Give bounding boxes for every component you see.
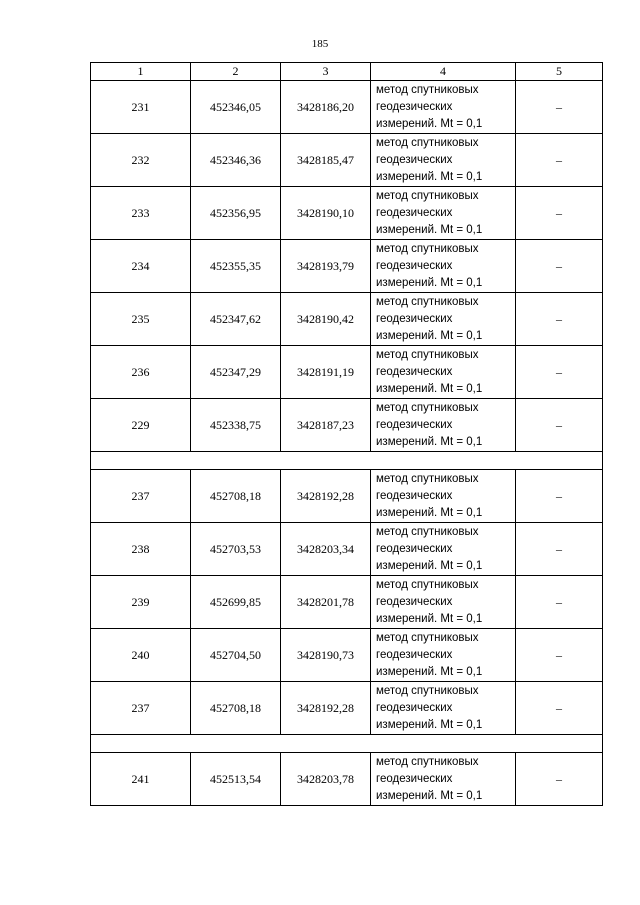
header-cell-2: 2 <box>191 63 281 81</box>
method-line: геодезических <box>376 153 453 166</box>
method-description <box>371 470 516 523</box>
separator-row <box>91 452 603 470</box>
method-description <box>371 523 516 576</box>
point-number: 239 <box>91 576 191 629</box>
point-number: 237 <box>91 470 191 523</box>
note-dash: – <box>516 682 603 735</box>
method-line: геодезических <box>376 100 453 113</box>
note-dash: – <box>516 187 603 240</box>
method-line: геодезических <box>376 701 453 714</box>
coordinate-x: 452708,18 <box>191 682 281 735</box>
coordinate-x: 452699,85 <box>191 576 281 629</box>
coordinate-y: 3428190,10 <box>281 187 371 240</box>
method-line: измерений. Mt = 0,1 <box>376 612 483 625</box>
coordinate-x: 452347,29 <box>191 346 281 399</box>
method-line: метод спутниковых <box>376 684 479 697</box>
method-description <box>371 753 516 806</box>
separator-cell <box>91 452 603 470</box>
coordinate-y: 3428187,23 <box>281 399 371 452</box>
table-row <box>91 134 603 187</box>
table-row <box>91 187 603 240</box>
method-line: измерений. Mt = 0,1 <box>376 170 483 183</box>
method-description <box>371 682 516 735</box>
method-line: измерений. Mt = 0,1 <box>376 223 483 236</box>
method-line: измерений. Mt = 0,1 <box>376 329 483 342</box>
point-number: 234 <box>91 240 191 293</box>
method-line: измерений. Mt = 0,1 <box>376 117 483 130</box>
method-description <box>371 81 516 134</box>
note-dash: – <box>516 346 603 399</box>
method-line: метод спутниковых <box>376 472 479 485</box>
coordinate-y: 3428192,28 <box>281 470 371 523</box>
header-cell-3: 3 <box>281 63 371 81</box>
point-number: 241 <box>91 753 191 806</box>
note-dash: – <box>516 240 603 293</box>
table-row <box>91 399 603 452</box>
method-line: измерений. Mt = 0,1 <box>376 382 483 395</box>
method-line: метод спутниковых <box>376 401 479 414</box>
point-number: 232 <box>91 134 191 187</box>
coordinate-x: 452513,54 <box>191 753 281 806</box>
point-number: 235 <box>91 293 191 346</box>
note-dash: – <box>516 134 603 187</box>
table-row <box>91 346 603 399</box>
method-description <box>371 346 516 399</box>
table-row <box>91 293 603 346</box>
point-number: 237 <box>91 682 191 735</box>
table-row <box>91 523 603 576</box>
coordinate-x: 452704,50 <box>191 629 281 682</box>
coordinate-y: 3428201,78 <box>281 576 371 629</box>
coordinate-y: 3428186,20 <box>281 81 371 134</box>
note-dash: – <box>516 470 603 523</box>
method-line: метод спутниковых <box>376 631 479 644</box>
coordinate-y: 3428185,47 <box>281 134 371 187</box>
method-line: измерений. Mt = 0,1 <box>376 559 483 572</box>
coordinate-y: 3428192,28 <box>281 682 371 735</box>
coordinate-x: 452708,18 <box>191 470 281 523</box>
method-line: метод спутниковых <box>376 136 479 149</box>
method-line: геодезических <box>376 648 453 661</box>
method-line: геодезических <box>376 312 453 325</box>
coordinate-y: 3428191,19 <box>281 346 371 399</box>
method-description <box>371 187 516 240</box>
note-dash: – <box>516 293 603 346</box>
note-dash: – <box>516 399 603 452</box>
coordinate-y: 3428193,79 <box>281 240 371 293</box>
separator-cell <box>91 735 603 753</box>
table-row <box>91 470 603 523</box>
note-dash: – <box>516 629 603 682</box>
method-line: измерений. Mt = 0,1 <box>376 435 483 448</box>
method-line: метод спутниковых <box>376 295 479 308</box>
page-number: 185 <box>311 38 329 50</box>
method-line: измерений. Mt = 0,1 <box>376 789 483 802</box>
point-number: 233 <box>91 187 191 240</box>
method-line: метод спутниковых <box>376 525 479 538</box>
method-description <box>371 134 516 187</box>
coordinate-x: 452346,36 <box>191 134 281 187</box>
method-line: метод спутниковых <box>376 348 479 361</box>
method-line: метод спутниковых <box>376 578 479 591</box>
method-description <box>371 576 516 629</box>
table-row <box>91 682 603 735</box>
method-line: измерений. Mt = 0,1 <box>376 718 483 731</box>
method-line: геодезических <box>376 489 453 502</box>
coordinate-x: 452356,95 <box>191 187 281 240</box>
coordinates-table <box>90 62 603 806</box>
point-number: 231 <box>91 81 191 134</box>
coordinate-x: 452703,53 <box>191 523 281 576</box>
note-dash: – <box>516 753 603 806</box>
method-description <box>371 629 516 682</box>
method-line: геодезических <box>376 365 453 378</box>
coordinate-y: 3428190,42 <box>281 293 371 346</box>
header-cell-1: 1 <box>91 63 191 81</box>
method-line: геодезических <box>376 595 453 608</box>
method-line: измерений. Mt = 0,1 <box>376 665 483 678</box>
note-dash: – <box>516 523 603 576</box>
method-description <box>371 399 516 452</box>
table-body <box>91 63 603 806</box>
coordinate-y: 3428203,34 <box>281 523 371 576</box>
header-cell-4: 4 <box>371 63 516 81</box>
point-number: 236 <box>91 346 191 399</box>
header-row <box>91 63 603 81</box>
method-line: измерений. Mt = 0,1 <box>376 506 483 519</box>
coordinate-y: 3428190,73 <box>281 629 371 682</box>
table-row <box>91 629 603 682</box>
point-number: 240 <box>91 629 191 682</box>
method-line: геодезических <box>376 542 453 555</box>
method-description <box>371 240 516 293</box>
method-description <box>371 293 516 346</box>
method-line: геодезических <box>376 418 453 431</box>
coordinate-x: 452346,05 <box>191 81 281 134</box>
coordinate-x: 452355,35 <box>191 240 281 293</box>
method-line: метод спутниковых <box>376 242 479 255</box>
method-line: метод спутниковых <box>376 83 479 96</box>
method-line: метод спутниковых <box>376 755 479 768</box>
header-cell-5: 5 <box>516 63 603 81</box>
point-number: 229 <box>91 399 191 452</box>
coordinate-x: 452347,62 <box>191 293 281 346</box>
method-line: геодезических <box>376 206 453 219</box>
table-row <box>91 753 603 806</box>
table-row <box>91 240 603 293</box>
table-row <box>91 576 603 629</box>
coordinate-x: 452338,75 <box>191 399 281 452</box>
method-line: измерений. Mt = 0,1 <box>376 276 483 289</box>
note-dash: – <box>516 81 603 134</box>
table-row <box>91 81 603 134</box>
method-line: метод спутниковых <box>376 189 479 202</box>
method-line: геодезических <box>376 772 453 785</box>
note-dash: – <box>516 576 603 629</box>
separator-row <box>91 735 603 753</box>
coordinate-y: 3428203,78 <box>281 753 371 806</box>
method-line: геодезических <box>376 259 453 272</box>
point-number: 238 <box>91 523 191 576</box>
